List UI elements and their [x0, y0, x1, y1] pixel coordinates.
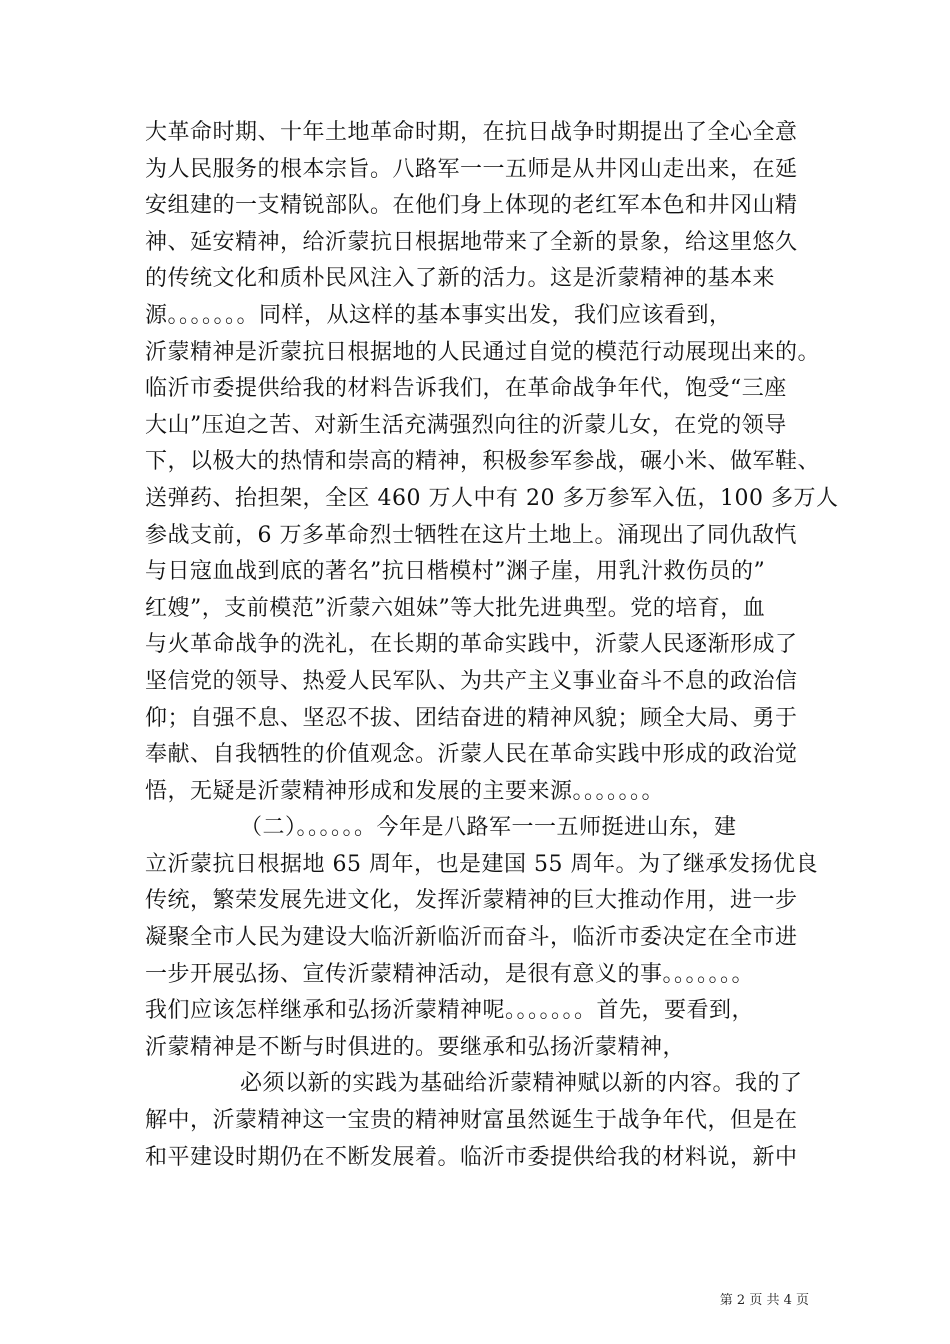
- text-line: 一步开展弘扬、宣传沂蒙精神活动，是很有意义的事。。。。。。。: [145, 961, 755, 987]
- text-line: 与日寇血战到底的著名”抗日楷模村”渊子崖，用乳汁救伤员的”: [145, 559, 766, 585]
- text-line: 解中，沂蒙精神这一宝贵的精神财富虽然诞生于战争年代，但是在: [145, 1108, 798, 1134]
- text-line: 悟，无疑是沂蒙精神形成和发展的主要来源。。。。。。。: [145, 778, 665, 804]
- paragraph-start-line: 必须以新的实践为基础给沂蒙精神赋以新的内容。我的了: [240, 1071, 803, 1097]
- text-line: 我们应该怎样继承和弘扬沂蒙精神呢。。。。。。。首先，要看到，: [145, 998, 755, 1024]
- section-heading-line: （二）。。。。。。今年是八路军一一五师挺进山东，建: [240, 815, 737, 841]
- text-line: 立沂蒙抗日根据地 65 周年，也是建国 55 周年。为了继承发扬优良: [145, 851, 818, 877]
- page-number-footer: 第 2 页 共 4 页: [719, 1293, 809, 1308]
- text-line: 仰；自强不息、坚忍不拔、团结奋进的精神风貌；顾全大局、勇于: [145, 705, 798, 731]
- text-line: 大革命时期、十年土地革命时期，在抗日战争时期提出了全心全意: [145, 120, 798, 145]
- text-line: 红嫂”，支前模范”沂蒙六姐妹”等大批先进典型。党的培育，血: [145, 595, 766, 621]
- text-line: 传统，繁荣发展先进文化，发挥沂蒙精神的巨大推动作用，进一步: [145, 888, 798, 914]
- text-line: 沂蒙精神是沂蒙抗日根据地的人民通过自觉的模范行动展现出来的。: [145, 339, 821, 365]
- text-line: 临沂市委提供给我的材料告诉我们，在革命战争年代，饱受“三座: [145, 376, 787, 402]
- text-line: 送弹药、抬担架，全区 460 万人中有 20 多万参军入伍，100 多万人: [145, 485, 839, 511]
- text-line: 为人民服务的根本宗旨。八路军一一五师是从井冈山走出来，在延: [145, 156, 798, 182]
- text-line: 的传统文化和质朴民风注入了新的活力。这是沂蒙精神的基本来: [145, 266, 776, 292]
- text-line: 和平建设时期仍在不断发展着。临沂市委提供给我的材料说，新中: [145, 1144, 798, 1170]
- text-line: 大山”压迫之苦、对新生活充满强烈向往的沂蒙儿女，在党的领导: [145, 412, 787, 438]
- text-line: 与火革命战争的洗礼，在长期的革命实践中，沂蒙人民逐渐形成了: [145, 632, 798, 658]
- text-line: 沂蒙精神是不断与时俱进的。要继承和弘扬沂蒙精神，: [145, 1034, 686, 1060]
- text-line: 安组建的一支精锐部队。在他们身上体现的老红军本色和井冈山精: [145, 193, 798, 219]
- text-line: 参战支前，6 万多革命烈士牺牲在这片土地上。涌现出了同仇敌忾: [145, 522, 797, 548]
- text-line: 源。。。。。。。同样，从这样的基本事实出发，我们应该看到，: [145, 302, 732, 328]
- text-line: 奉献、自我牺牲的价值观念。沂蒙人民在革命实践中形成的政治觉: [145, 742, 798, 768]
- text-line: 神、延安精神，给沂蒙抗日根据地带来了全新的景象，给这里悠久: [145, 229, 798, 255]
- body-text: [145, 115, 839, 1176]
- text-line: 下，以极大的热情和崇高的精神，积极参军参战，碾小米、做军鞋、: [145, 449, 821, 475]
- text-line: 坚信党的领导、热爱人民军队、为共产主义事业奋斗不息的政治信: [145, 668, 798, 694]
- text-line: 凝聚全市人民为建设大临沂新临沂而奋斗，临沂市委决定在全市进: [145, 925, 798, 951]
